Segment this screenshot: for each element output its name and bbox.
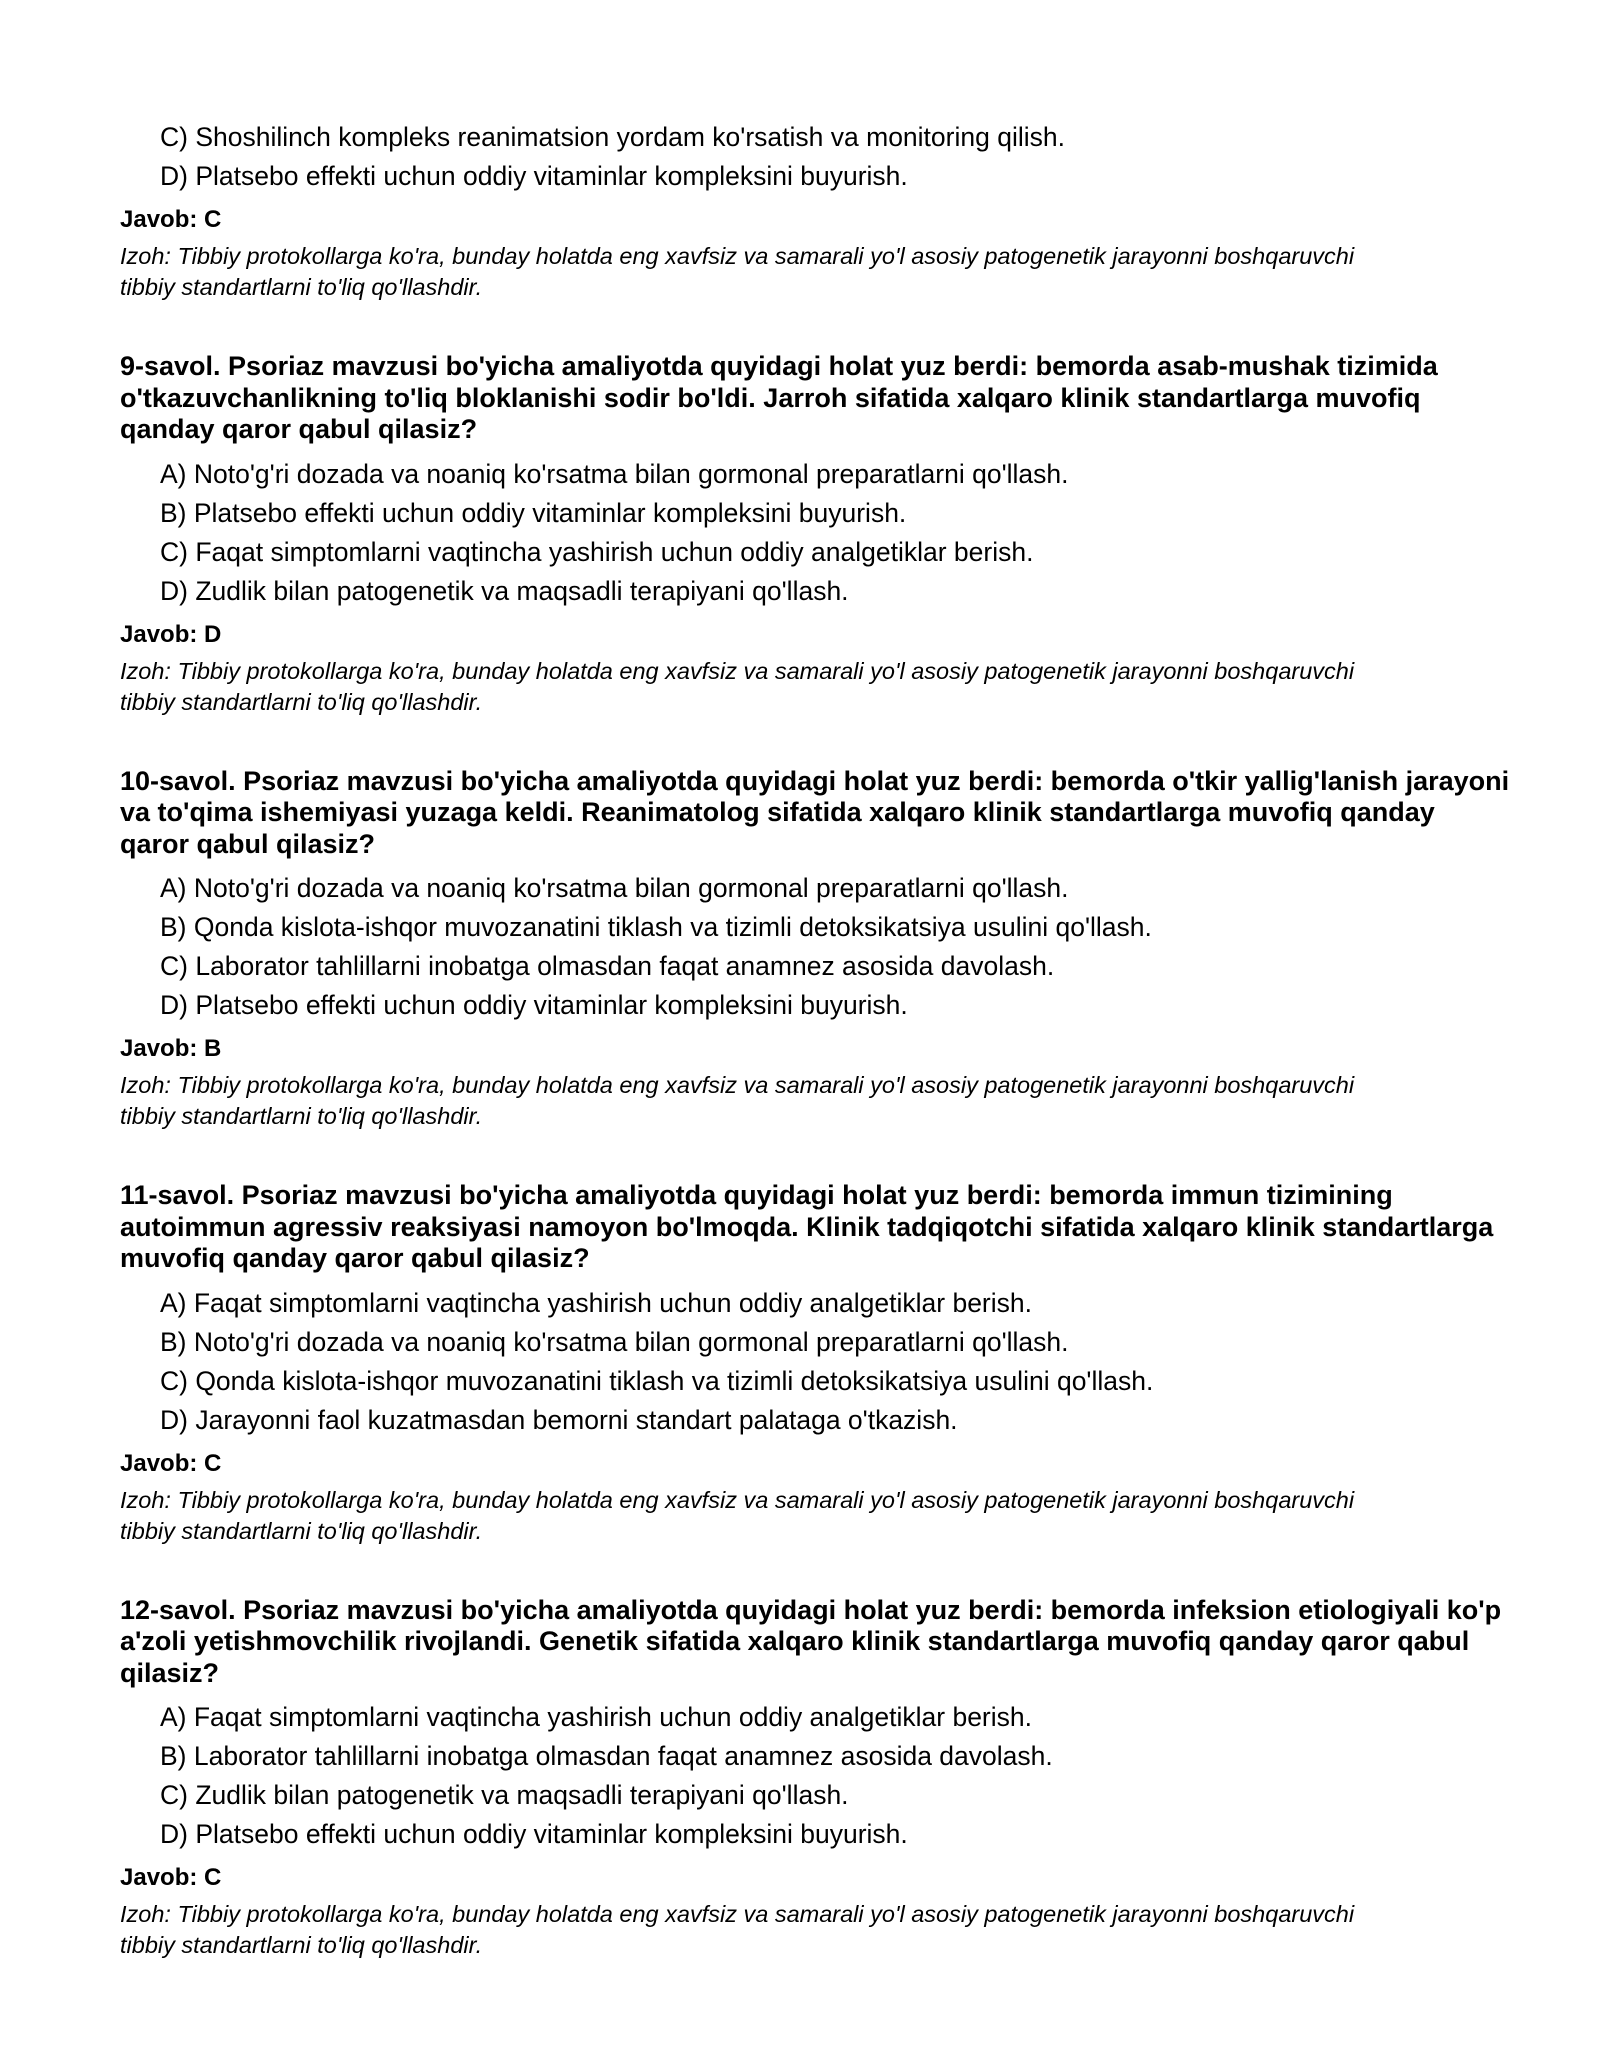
question-text: 11-savol. Psoriaz mavzusi bo'yicha amaliyotda quyidagi holat yuz berdi: bemorda immun tizimining autoimmun agressiv reaksiyasi namoyon bo'lmoqda. Klinik tadqiqotchi sifatida xalqaro klinik standartlarga muvofiq qanday qaror qabul qilasiz? bbox=[120, 1180, 1494, 1273]
option-d: D) Platsebo effekti uchun oddiy vitaminlar kompleksini buyurish. bbox=[160, 990, 908, 1020]
option-a: A) Noto'g'ri dozada va noaniq ko'rsatma bilan gormonal preparatlarni qo'llash. bbox=[160, 873, 1069, 903]
explanation-note: Izoh: Tibbiy protokollarga ko'ra, bunday holatda eng xavfsiz va samarali yo'l asosiy patogenetik jarayonni boshqaruvchi tibbiy standartlarni to'liq qo'llashdir. bbox=[120, 1901, 1355, 1958]
option-a: A) Faqat simptomlarni vaqtincha yashirish uchun oddiy analgetiklar berish. bbox=[160, 1287, 1032, 1318]
answer-label: Javob: C bbox=[120, 206, 222, 233]
option-d: D) Platsebo effekti uchun oddiy vitaminlar kompleksini buyurish. bbox=[160, 161, 908, 191]
question-text: 9-savol. Psoriaz mavzusi bo'yicha amaliyotda quyidagi holat yuz berdi: bemorda asab-mushak tizimida o'tkazuvchanlikning to'liq bloklanishi sodir bo'ldi. Jarroh sifatida xalqaro klinik standartlarga muvofiq qanday qaror qabul qilasiz? bbox=[120, 351, 1438, 444]
option-c: C) Laborator tahlillarni inobatga olmasdan faqat anamnez asosida davolash. bbox=[160, 951, 1055, 981]
option-b: B) Qonda kislota-ishqor muvozanatini tiklash va tizimli detoksikatsiya usulini qo'llash. bbox=[160, 912, 1152, 942]
answer-label: Javob: D bbox=[120, 620, 222, 648]
option-a: A) Noto'g'ri dozada va noaniq ko'rsatma bilan gormonal preparatlarni qo'llash. bbox=[160, 458, 1069, 489]
answer-label: Javob: B bbox=[120, 1035, 222, 1062]
answer-label: Javob: C bbox=[120, 1864, 222, 1891]
option-b: B) Noto'g'ri dozada va noaniq ko'rsatma bilan gormonal preparatlarni qo'llash. bbox=[160, 1326, 1069, 1357]
question-text: 10-savol. Psoriaz mavzusi bo'yicha amaliyotda quyidagi holat yuz berdi: bemorda o'tkir yallig'lanish jarayoni va to'qima ishemiyasi yuzaga keldi. Reanimatolog sifatida xalqaro klinik standartlarga muvofiq qanday qaror qabul qilasiz? bbox=[120, 765, 1510, 859]
explanation-note: Izoh: Tibbiy protokollarga ko'ra, bunday holatda eng xavfsiz va samarali yo'l asosiy patogenetik jarayonni boshqaruvchi tibbiy standartlarni to'liq qo'llashdir. bbox=[120, 243, 1355, 300]
question-10 bbox=[120, 766, 1520, 1133]
partial-question-8 bbox=[120, 118, 1520, 303]
option-c: C) Qonda kislota-ishqor muvozanatini tiklash va tizimli detoksikatsiya usulini qo'llash. bbox=[160, 1365, 1154, 1396]
option-c: C) Faqat simptomlarni vaqtincha yashirish uchun oddiy analgetiklar berish. bbox=[160, 536, 1034, 567]
option-d: D) Platsebo effekti uchun oddiy vitaminlar kompleksini buyurish. bbox=[160, 1819, 908, 1849]
question-text: 12-savol. Psoriaz mavzusi bo'yicha amaliyotda quyidagi holat yuz berdi: bemorda infeksion etiologiyali ko'p a'zoli yetishmovchilik rivojlandi. Genetik sifatida xalqaro klinik standartlarga muvofiq qanday qaror qabul qilasiz? bbox=[120, 1594, 1502, 1688]
option-a: A) Faqat simptomlarni vaqtincha yashirish uchun oddiy analgetiklar berish. bbox=[160, 1702, 1032, 1732]
explanation-note: Izoh: Tibbiy protokollarga ko'ra, bunday holatda eng xavfsiz va samarali yo'l asosiy patogenetik jarayonni boshqaruvchi tibbiy standartlarni to'liq qo'llashdir. bbox=[120, 1072, 1355, 1129]
option-b: B) Laborator tahlillarni inobatga olmasdan faqat anamnez asosida davolash. bbox=[160, 1741, 1053, 1771]
option-d: D) Jarayonni faol kuzatmasdan bemorni standart palataga o'tkazish. bbox=[160, 1404, 958, 1435]
option-c: C) Shoshilinch kompleks reanimatsion yordam ko'rsatish va monitoring qilish. bbox=[160, 122, 1065, 152]
explanation-note: Izoh: Tibbiy protokollarga ko'ra, bunday holatda eng xavfsiz va samarali yo'l asosiy patogenetik jarayonni boshqaruvchi tibbiy standartlarni to'liq qo'llashdir. bbox=[120, 1486, 1355, 1544]
question-11 bbox=[120, 1180, 1520, 1547]
option-d: D) Zudlik bilan patogenetik va maqsadli terapiyani qo'llash. bbox=[160, 575, 849, 606]
question-9 bbox=[120, 351, 1520, 718]
option-b: B) Platsebo effekti uchun oddiy vitaminlar kompleksini buyurish. bbox=[160, 497, 907, 528]
answer-label: Javob: C bbox=[120, 1449, 222, 1477]
question-12 bbox=[120, 1595, 1520, 1962]
explanation-note: Izoh: Tibbiy protokollarga ko'ra, bunday holatda eng xavfsiz va samarali yo'l asosiy patogenetik jarayonni boshqaruvchi tibbiy standartlarni to'liq qo'llashdir. bbox=[120, 657, 1355, 715]
option-c: C) Zudlik bilan patogenetik va maqsadli terapiyani qo'llash. bbox=[160, 1780, 849, 1810]
